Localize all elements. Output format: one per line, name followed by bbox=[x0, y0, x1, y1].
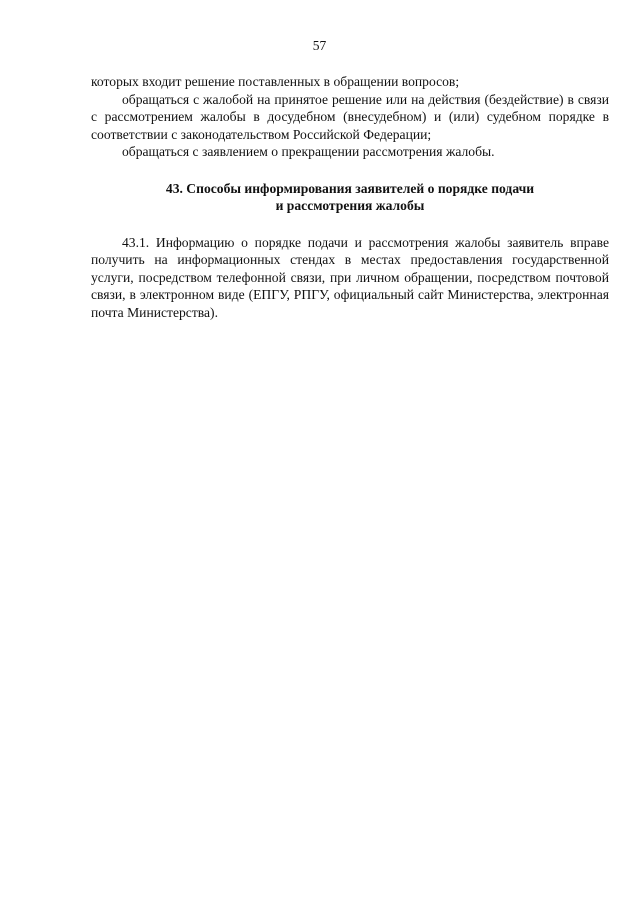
page-number: 57 bbox=[312, 38, 327, 53]
paragraph-withdrawal-right: обращаться с заявлением о прекращении рассмотрения жалобы. bbox=[122, 144, 495, 159]
paragraph-appeal-right: обращаться с жалобой на принятое решение или на действия (бездействие) в связи с рассмотрением жалобы в досудебном (внесудебном) и (или) судебном порядке в соответствии с законодательством Российской Федерации; bbox=[91, 91, 609, 142]
section-heading-line-1: 43. Способы информирования заявителей о порядке подачи bbox=[165, 180, 535, 196]
paragraph-continuation: которых входит решение поставленных в обращении вопросов; bbox=[91, 74, 460, 89]
section-heading-line-2: и рассмотрения жалобы bbox=[275, 198, 425, 213]
paragraph-43-1: 43.1. Информацию о порядке подачи и рассмотрения жалобы заявитель вправе получить на информационных стендах в местах предоставления государственной услуги, посредством телефонной связи, при личном обращении, посредством почтовой связи, в электронном виде (ЕПГУ, РПГУ, официальный сайт Министерства, электронная почта Министерства). bbox=[91, 234, 609, 320]
section-heading bbox=[91, 180, 609, 215]
page-content bbox=[91, 73, 609, 321]
